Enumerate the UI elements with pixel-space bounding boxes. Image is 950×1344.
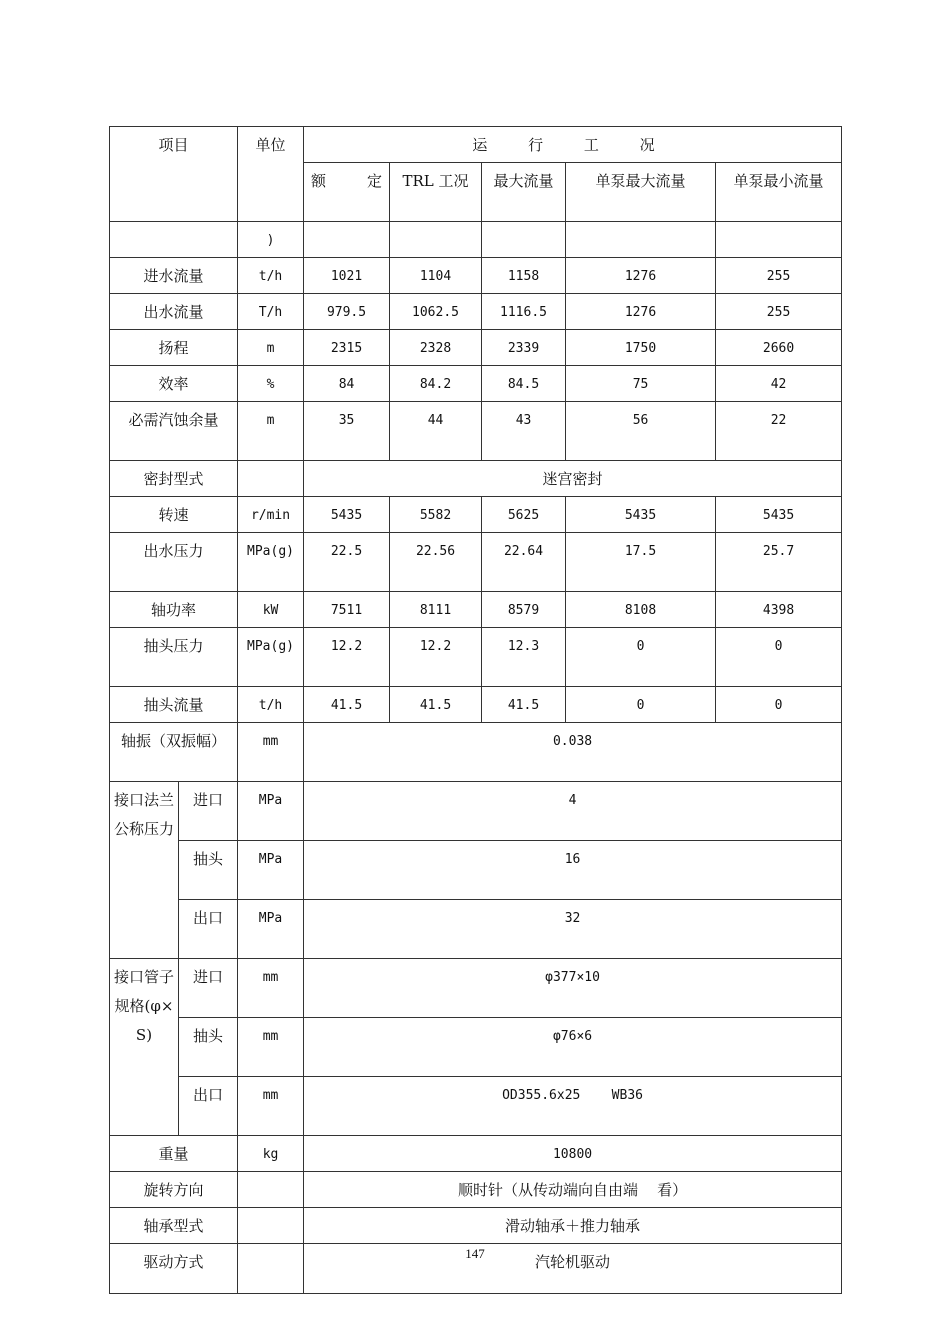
header-single-min: 单泵最小流量 <box>716 163 842 222</box>
pipe-value: φ76×6 <box>304 1018 842 1077</box>
cont-cell <box>390 222 482 258</box>
row-unit <box>238 1172 304 1208</box>
cont-name <box>110 222 238 258</box>
row-unit: MPa <box>238 900 304 959</box>
table-row <box>110 366 842 402</box>
row-unit <box>238 1208 304 1244</box>
table-row <box>110 1077 842 1136</box>
row-label: 轴承型式 <box>110 1208 238 1244</box>
sub-label: 抽头 <box>179 841 238 900</box>
row-unit: kg <box>238 1136 304 1172</box>
pump-spec-table <box>109 126 842 1294</box>
cell: 12.2 <box>390 628 482 687</box>
rotation-value: 顺时针（从传动端向自由端 看） <box>304 1172 842 1208</box>
row-label: 驱动方式 <box>110 1244 238 1294</box>
sub-label: 进口 <box>179 959 238 1018</box>
row-unit: MPa <box>238 782 304 841</box>
table-row <box>110 782 842 841</box>
seal-value: 迷宫密封 <box>304 461 842 497</box>
flange-group-label: 接口法兰公称压力 <box>110 782 179 959</box>
cell: 25.7 <box>716 533 842 592</box>
pipe-value: OD355.6x25 WB36 <box>304 1077 842 1136</box>
cell: 17.5 <box>566 533 716 592</box>
row-label: 重量 <box>110 1136 238 1172</box>
row-unit: m <box>238 330 304 366</box>
row-unit: MPa(g) <box>238 628 304 687</box>
row-unit: t/h <box>238 258 304 294</box>
header-unit: 单位 <box>238 127 304 222</box>
row-label: 轴功率 <box>110 592 238 628</box>
cell: 255 <box>716 258 842 294</box>
sub-label: 出口 <box>179 900 238 959</box>
cell: 1276 <box>566 294 716 330</box>
cell: 1104 <box>390 258 482 294</box>
weight-value: 10800 <box>304 1136 842 1172</box>
table-row <box>110 1018 842 1077</box>
page-number: 147 <box>465 1246 485 1261</box>
row-label: 密封型式 <box>110 461 238 497</box>
table-row <box>110 628 842 687</box>
cont-cell <box>566 222 716 258</box>
cell: 5435 <box>304 497 390 533</box>
cell: 2328 <box>390 330 482 366</box>
flange-value: 32 <box>304 900 842 959</box>
cell: 84 <box>304 366 390 402</box>
cell: 1158 <box>482 258 566 294</box>
cell: 22 <box>716 402 842 461</box>
cell: 84.5 <box>482 366 566 402</box>
cell: 41.5 <box>482 687 566 723</box>
table-row <box>110 497 842 533</box>
table-row <box>110 592 842 628</box>
row-label: 旋转方向 <box>110 1172 238 1208</box>
cont-cell <box>482 222 566 258</box>
table-row <box>110 723 842 782</box>
row-label: 转速 <box>110 497 238 533</box>
cont-cell <box>304 222 390 258</box>
row-unit <box>238 461 304 497</box>
row-unit: mm <box>238 1077 304 1136</box>
sub-label: 出口 <box>179 1077 238 1136</box>
cell: 2339 <box>482 330 566 366</box>
row-label: 出水流量 <box>110 294 238 330</box>
table-row <box>110 330 842 366</box>
sub-label: 进口 <box>179 782 238 841</box>
header-rated: 额 定 <box>304 163 390 222</box>
cell: 44 <box>390 402 482 461</box>
cell: 0 <box>566 628 716 687</box>
table-row <box>110 294 842 330</box>
table-row <box>110 461 842 497</box>
table-row <box>110 687 842 723</box>
flange-value: 4 <box>304 782 842 841</box>
cell: 1021 <box>304 258 390 294</box>
cell: 22.5 <box>304 533 390 592</box>
cell: 22.56 <box>390 533 482 592</box>
row-unit: MPa(g) <box>238 533 304 592</box>
flange-value: 16 <box>304 841 842 900</box>
cell: 4398 <box>716 592 842 628</box>
cell: 35 <box>304 402 390 461</box>
row-unit: r/min <box>238 497 304 533</box>
cell: 43 <box>482 402 566 461</box>
row-unit: mm <box>238 959 304 1018</box>
header-max-flow: 最大流量 <box>482 163 566 222</box>
cell: 41.5 <box>390 687 482 723</box>
cell: 8108 <box>566 592 716 628</box>
row-label: 进水流量 <box>110 258 238 294</box>
cell: 0 <box>566 687 716 723</box>
cell: 12.3 <box>482 628 566 687</box>
cell: 75 <box>566 366 716 402</box>
row-unit: mm <box>238 723 304 782</box>
cell: 5625 <box>482 497 566 533</box>
row-label: 轴振（双振幅） <box>110 723 238 782</box>
row-unit: mm <box>238 1018 304 1077</box>
cell: 0 <box>716 687 842 723</box>
header-item: 项目 <box>110 127 238 222</box>
cell: 979.5 <box>304 294 390 330</box>
table-row <box>110 959 842 1018</box>
table-row <box>110 841 842 900</box>
row-label: 抽头压力 <box>110 628 238 687</box>
header-operating-conditions: 运 行 工 况 <box>304 127 842 163</box>
row-unit: T/h <box>238 294 304 330</box>
cell: 42 <box>716 366 842 402</box>
cell: 1116.5 <box>482 294 566 330</box>
row-unit: m <box>238 402 304 461</box>
cell: 56 <box>566 402 716 461</box>
vibration-value: 0.038 <box>304 723 842 782</box>
cell: 255 <box>716 294 842 330</box>
cell: 1750 <box>566 330 716 366</box>
cell: 84.2 <box>390 366 482 402</box>
table-row <box>110 900 842 959</box>
row-unit: kW <box>238 592 304 628</box>
cell: 7511 <box>304 592 390 628</box>
row-label: 扬程 <box>110 330 238 366</box>
table-row <box>110 1172 842 1208</box>
cell: 1062.5 <box>390 294 482 330</box>
cell: 2315 <box>304 330 390 366</box>
header-trl: TRL 工况 <box>390 163 482 222</box>
row-label: 出水压力 <box>110 533 238 592</box>
row-unit: % <box>238 366 304 402</box>
row-unit: t/h <box>238 687 304 723</box>
header-single-max: 单泵最大流量 <box>566 163 716 222</box>
bearing-value: 滑动轴承＋推力轴承 <box>304 1208 842 1244</box>
cell: 2660 <box>716 330 842 366</box>
cell: 41.5 <box>304 687 390 723</box>
pipe-value: φ377×10 <box>304 959 842 1018</box>
row-label: 必需汽蚀余量 <box>110 402 238 461</box>
cell: 5582 <box>390 497 482 533</box>
cell: 8111 <box>390 592 482 628</box>
cell: 0 <box>716 628 842 687</box>
row-label: 抽头流量 <box>110 687 238 723</box>
table-row <box>110 258 842 294</box>
cont-unit: ) <box>238 222 304 258</box>
drive-value: 汽轮机驱动 <box>304 1244 842 1294</box>
table-row <box>110 1136 842 1172</box>
row-unit: MPa <box>238 841 304 900</box>
table-row <box>110 402 842 461</box>
cell: 5435 <box>716 497 842 533</box>
sub-label: 抽头 <box>179 1018 238 1077</box>
table-row <box>110 1208 842 1244</box>
cell: 1276 <box>566 258 716 294</box>
cell: 5435 <box>566 497 716 533</box>
cell: 8579 <box>482 592 566 628</box>
cell: 12.2 <box>304 628 390 687</box>
pipe-group-label: 接口管子规格(φ×S) <box>110 959 179 1136</box>
row-label: 效率 <box>110 366 238 402</box>
cont-cell <box>716 222 842 258</box>
cell: 22.64 <box>482 533 566 592</box>
table-row <box>110 533 842 592</box>
